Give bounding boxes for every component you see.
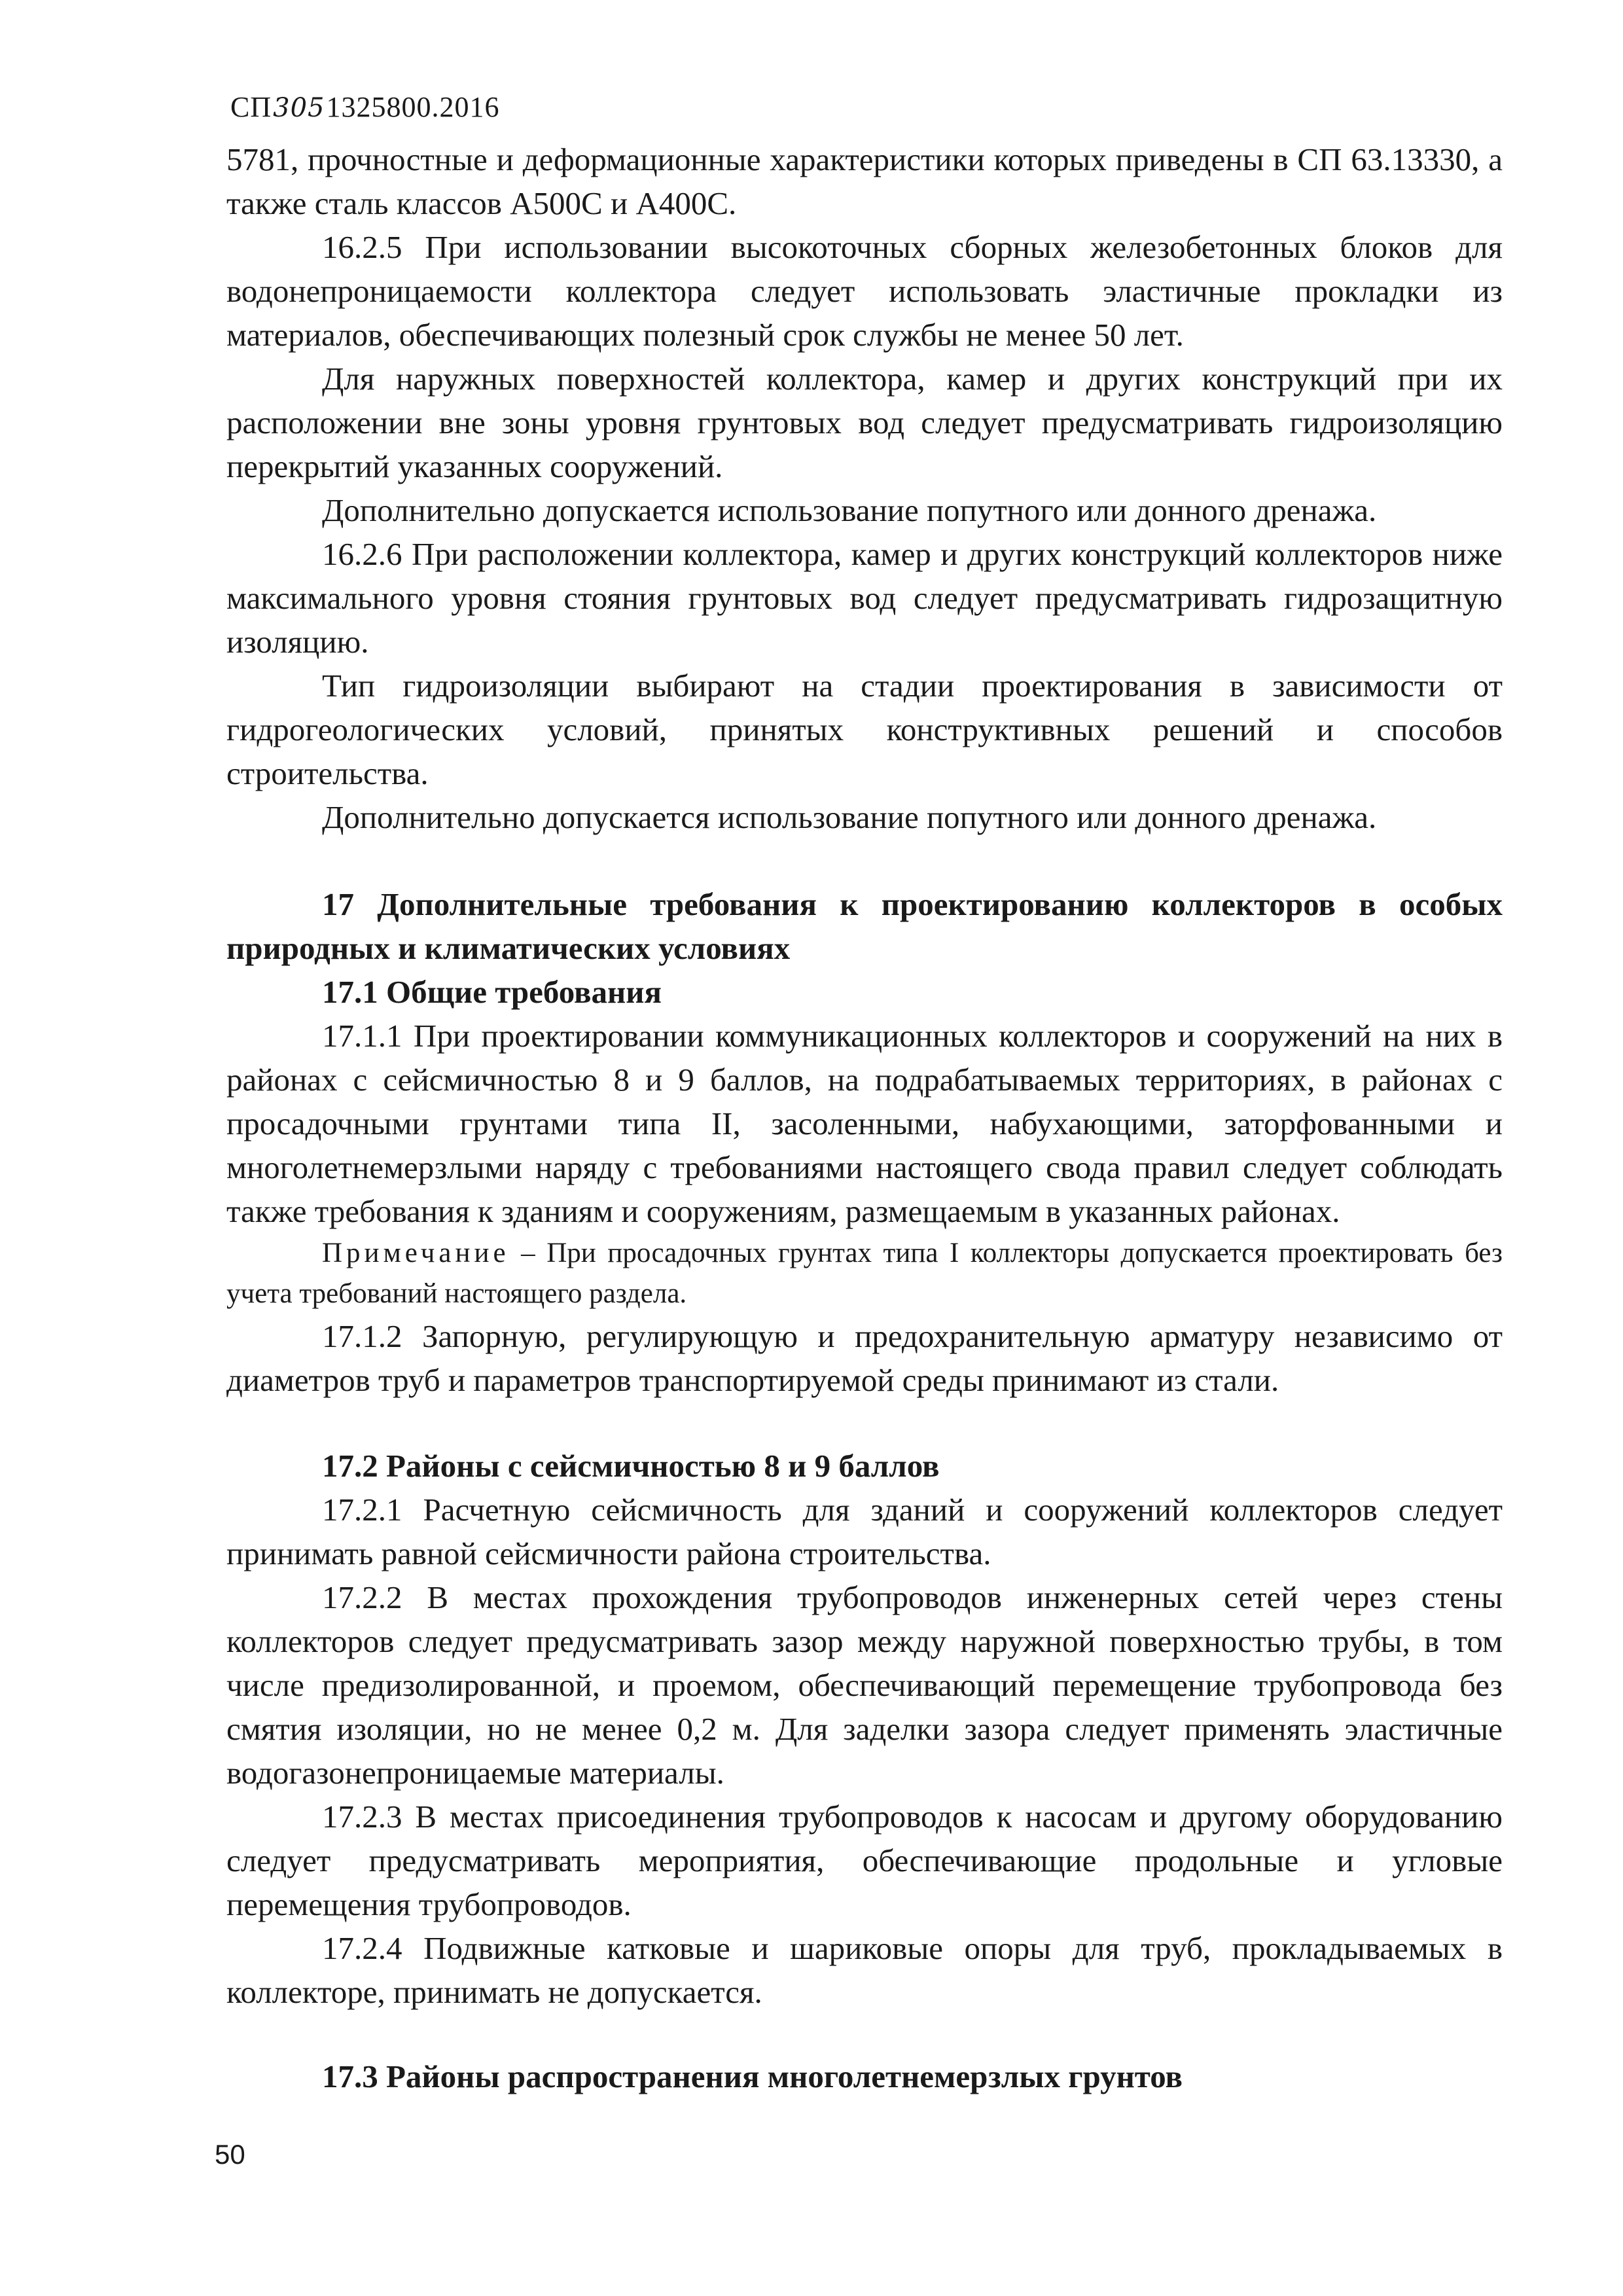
- paragraph-external-surfaces: Для наружных поверхностей коллектора, камер и других конструкций при их расположении вне зоны уровня грунтовых вод следует предусматривать гидроизоляцию перекрытий указанных сооружений.: [226, 361, 1503, 484]
- page-body: [226, 137, 1503, 2098]
- paragraph-16-2-6: 16.2.6 При расположении коллектора, камер и других конструкций коллекторов ниже максимального уровня стояния грунтовых вод следует предусматривать гидрозащитную изоляцию.: [226, 536, 1503, 660]
- code-number: 1325800.2016: [326, 91, 500, 123]
- paragraph-waterproofing-type: Тип гидроизоляции выбирают на стадии проектирования в зависимости от гидрогеологических условий, принятых конструктивных решений и способов строительства.: [226, 668, 1503, 791]
- page-number: 50: [215, 2139, 245, 2170]
- document-code-header: [230, 90, 499, 124]
- note-text: – При просадочных грунтах типа I коллекторы допускается проектировать без учета требований настоящего раздела.: [226, 1238, 1503, 1309]
- subsection-heading-17-2: 17.2 Районы с сейсмичностью 8 и 9 баллов: [322, 1448, 940, 1484]
- paragraph-continuation: 5781, прочностные и деформационные характеристики которых приведены в СП 63.13330, а также сталь классов А500С и А400С.: [226, 141, 1503, 221]
- note-label: Примечание: [322, 1238, 510, 1268]
- subsection-heading-17-3: 17.3 Районы распространения многолетнемерзлых грунтов: [322, 2058, 1183, 2094]
- paragraph-drainage-1: Дополнительно допускается использование попутного или донного дренажа.: [322, 492, 1377, 528]
- paragraph-17-2-4: 17.2.4 Подвижные катковые и шариковые опоры для труб, прокладываемых в коллекторе, принимать не допускается.: [226, 1930, 1503, 2010]
- paragraph-17-1-2: 17.1.2 Запорную, регулирующую и предохранительную арматуру независимо от диаметров труб и параметров транспортируемой среды принимают из стали.: [226, 1318, 1503, 1398]
- handwritten-signature: 305: [273, 93, 325, 123]
- note: [226, 1233, 1503, 1314]
- paragraph-drainage-2: Дополнительно допускается использование попутного или донного дренажа.: [322, 799, 1377, 835]
- section-heading-17: 17 Дополнительные требования к проектированию коллекторов в особых природных и климатических условиях: [226, 886, 1503, 966]
- subsection-heading-17-1: 17.1 Общие требования: [322, 974, 662, 1010]
- code-prefix: СП: [230, 91, 272, 123]
- paragraph-16-2-5: 16.2.5 При использовании высокоточных сборных железобетонных блоков для водонепроницаемости коллектора следует использовать эластичные прокладки из материалов, обеспечивающих полезный срок службы не менее 50 лет.: [226, 229, 1503, 353]
- paragraph-17-1-1: 17.1.1 При проектировании коммуникационных коллекторов и сооружений на них в районах с сейсмичностью 8 и 9 баллов, на подрабатываемых территориях, в районах с просадочными грунтами типа II, засоленными, набухающими, заторфованными и многолетнемерзлыми наряду с требованиями настоящего свода правил следует соблюдать также требования к зданиям и сооружениям, размещаемым в указанных районах.: [226, 1018, 1503, 1229]
- paragraph-17-2-1: 17.2.1 Расчетную сейсмичность для зданий и сооружений коллекторов следует принимать равной сейсмичности района строительства.: [226, 1492, 1503, 1571]
- paragraph-17-2-3: 17.2.3 В местах присоединения трубопроводов к насосам и другому оборудованию следует предусматривать мероприятия, обеспечивающие продольные и угловые перемещения трубопроводов.: [226, 1799, 1503, 1922]
- paragraph-17-2-2: 17.2.2 В местах прохождения трубопроводов инженерных сетей через стены коллекторов следует предусматривать зазор между наружной поверхностью трубы, в том числе предизолированной, и проемом, обеспечивающий перемещение трубопровода без смятия изоляции, но не менее 0,2 м. Для заделки зазора следует применять эластичные водогазонепроницаемые материалы.: [226, 1579, 1503, 1791]
